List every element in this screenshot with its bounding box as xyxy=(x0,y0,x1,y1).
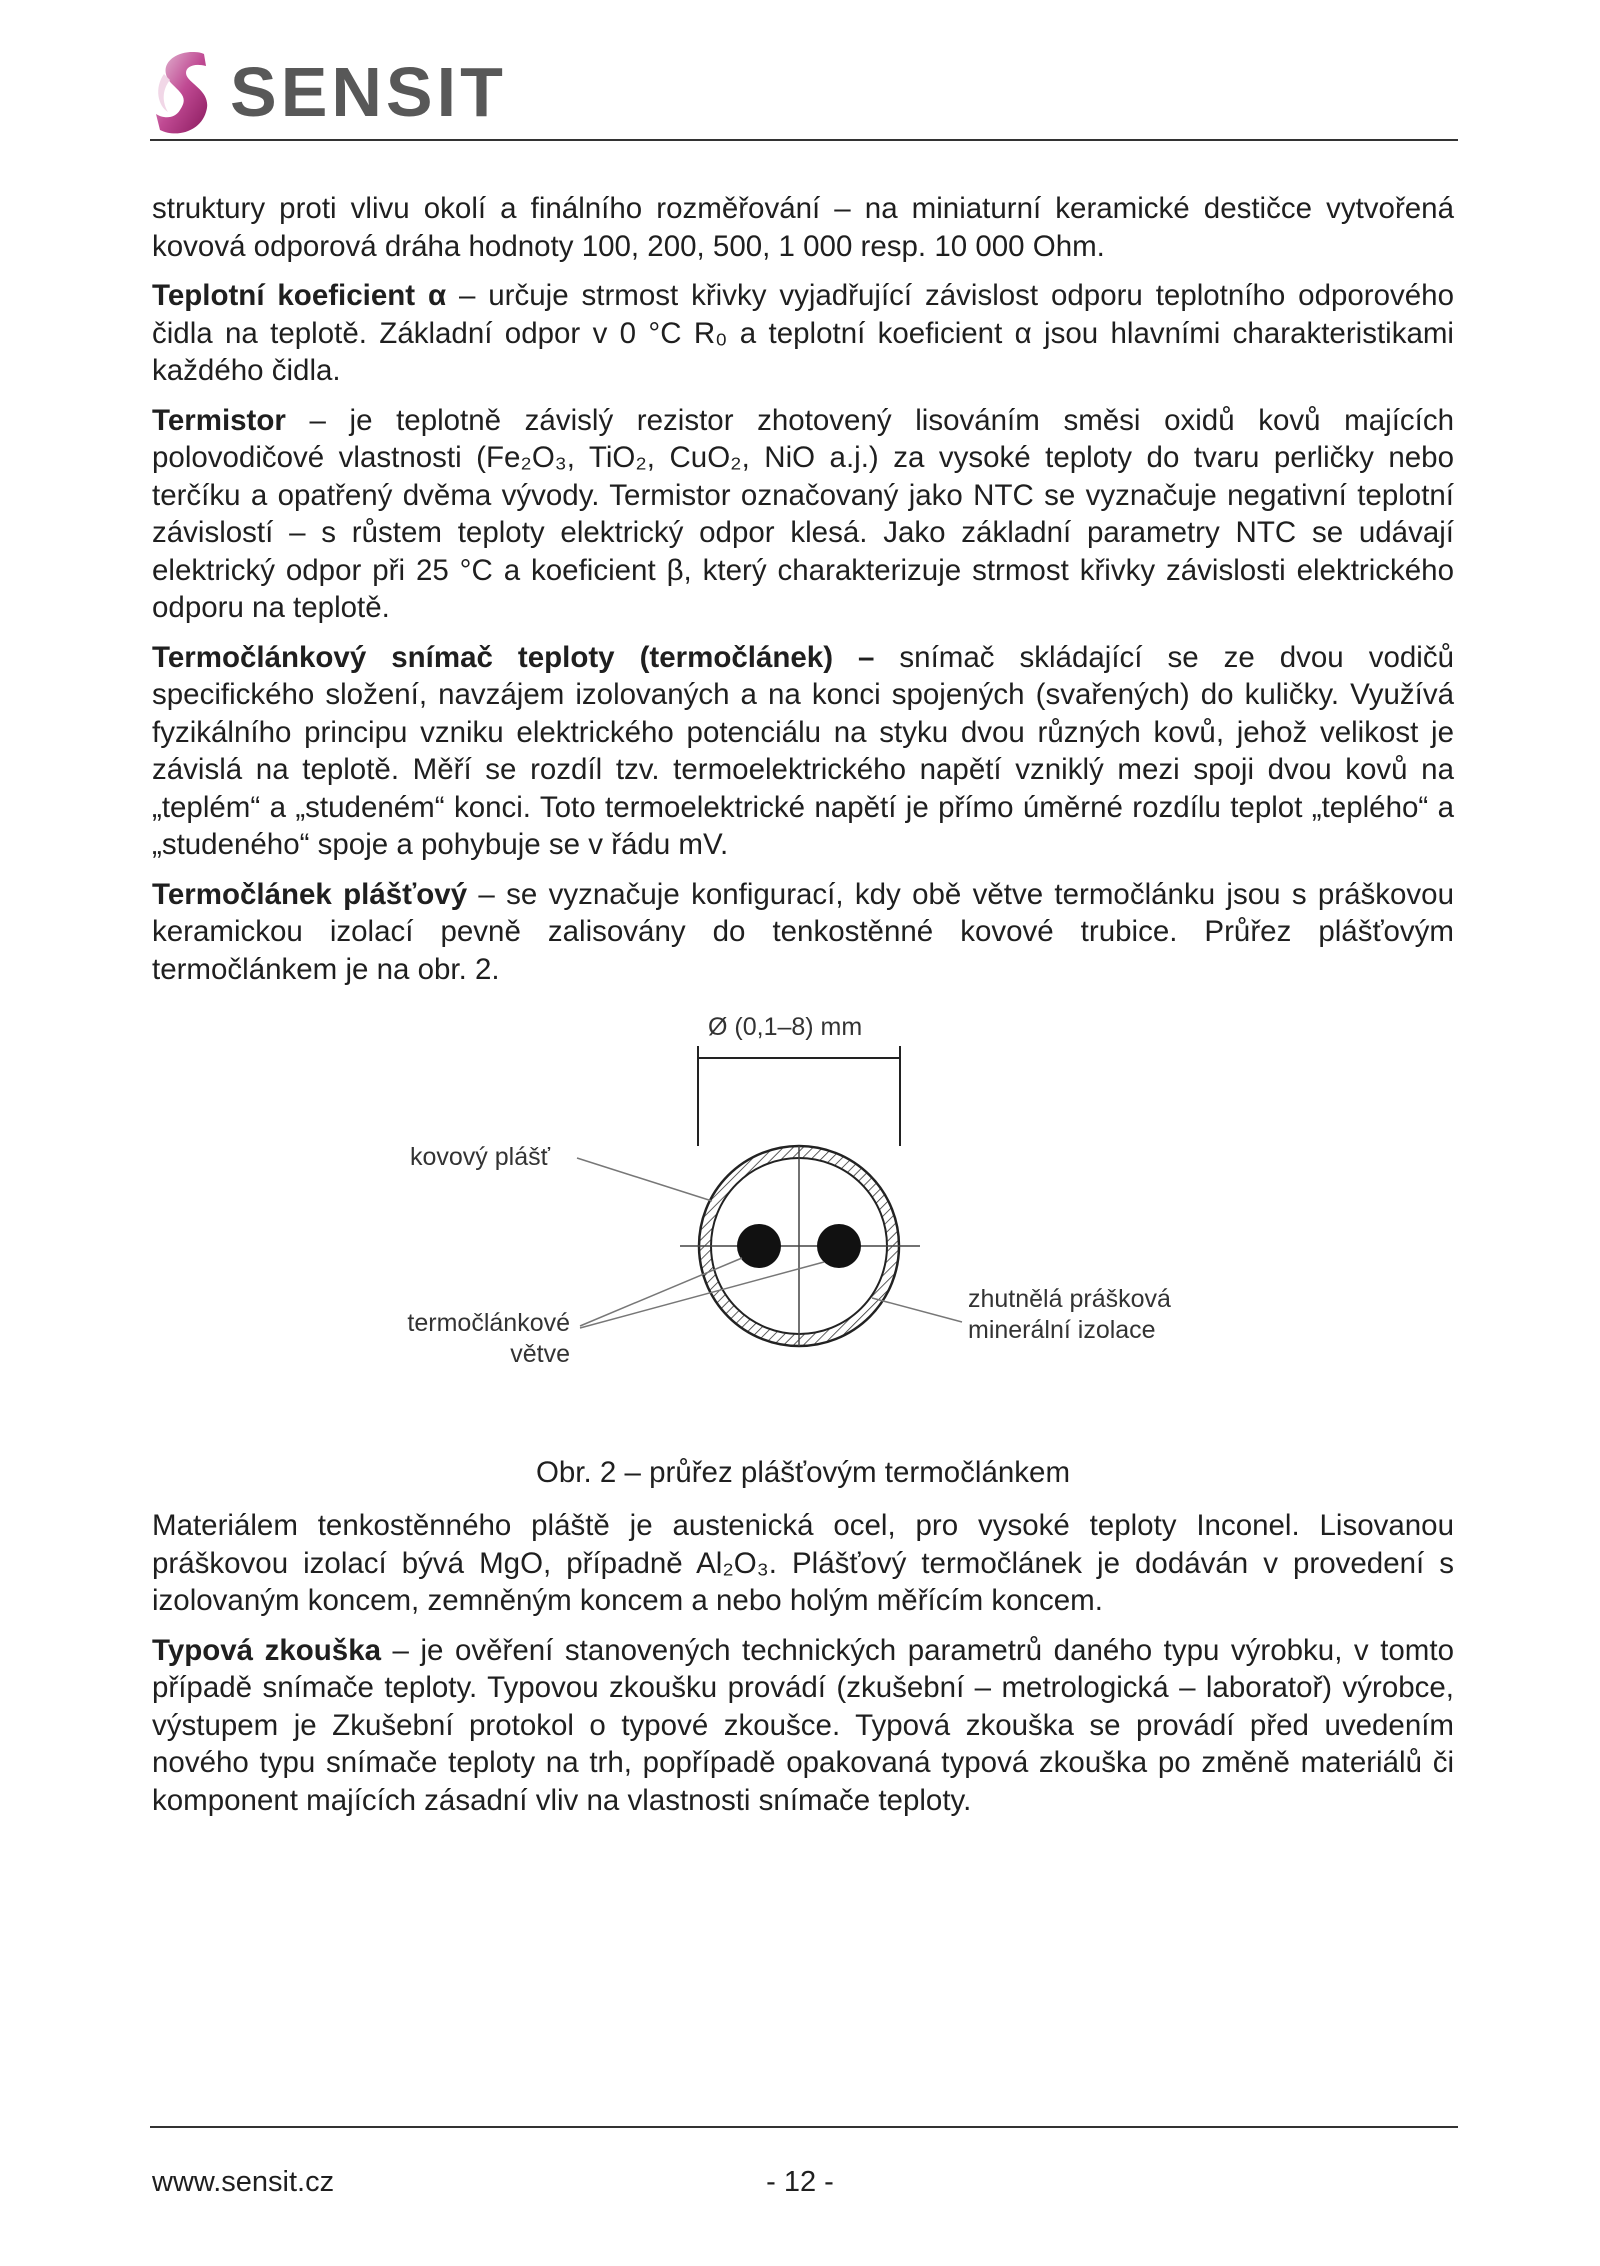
page-content xyxy=(152,190,1454,1831)
paragraph-text: snímač skládající se ze dvou vodičů specifického složení, navzájem izolovaných a na konci spojených (svařených) do kuličky. Využívá fyzikálního principu vzniku elektrického potenciálu na styku dvou různých kovů, jehož velikost je závislá na teplotě. Měří se rozdíl tzv. termoelektrického napětí vzniklý mezi spoji dvou kovů na „teplém“ a „studeném“ konci. Toto termoelektrické napětí je přímo úměrné rozdílu teplot „teplého“ a „studeného“ spoje a pohybuje se v řádu mV. xyxy=(152,640,1454,861)
sensit-logo-icon xyxy=(150,48,220,136)
paragraph-text: – je teplotně závislý rezistor zhotovený lisováním směsi oxidů kovů majících polovodičové vlastnosti (Fe₂O₃, TiO₂, CuO₂, NiO a.j.) za vysoké teploty do tvaru perličky nebo terčíku a opatřený dvěma vývody. Termistor označovaný jako NTC se vyznačuje negativní teplotní závislostí – s růstem teploty elektrický odpor klesá. Jako základní parametry NTC se udávají elektrický odpor při 25 °C a koeficient β, který charakterizuje strmost křivky závislosti elektrického odporu na teplotě. xyxy=(152,403,1454,624)
paragraph-material xyxy=(152,1507,1454,1620)
page-number: - 12 - xyxy=(766,2166,834,2198)
figure-caption: Obr. 2 – průřez plášťovým termočlánkem xyxy=(535,1456,1071,1489)
paragraph-text: – je ověření stanovených technických parametrů daného typu výrobku, v tomto případě snímače teploty. Typovou zkoušku provádí (zkušební – metrologická – laboratoř) výrobce, výstupem je Zkušební protokol o typové zkoušce. Typová zkouška se provádí před uvedením nového typu snímače teploty na trh, popřípadě opakovaná typová zkouška po změně materiálů či komponent majících zásadní vliv na vlastnosti snímače teploty. xyxy=(152,1633,1454,1817)
term: Termistor xyxy=(152,403,286,437)
term: Termočlánkový snímač teploty (termočlánek) – xyxy=(152,640,875,674)
term: Termočlánek plášťový xyxy=(152,877,468,911)
paragraph-teplotni-koeficient xyxy=(152,277,1454,390)
leader-sheath xyxy=(577,1158,712,1201)
term: Teplotní koeficient α xyxy=(152,279,447,312)
label-line: zhutnělá prášková xyxy=(968,1285,1171,1313)
label-line: termočlánkové xyxy=(407,1309,570,1337)
paragraph-termoclankovy-snimac xyxy=(152,639,1454,864)
brand-name: SENSIT xyxy=(230,53,507,131)
wire-left xyxy=(737,1224,781,1268)
label-kovovy-plast: kovový plášť xyxy=(410,1143,550,1171)
label-izolace xyxy=(968,1284,1171,1346)
term: Typová zkouška xyxy=(152,1633,382,1667)
label-line: minerální izolace xyxy=(968,1316,1156,1344)
page-header xyxy=(150,48,1458,140)
paragraph-termistor xyxy=(152,402,1454,627)
dimension-label: Ø (0,1–8) mm xyxy=(708,1013,863,1041)
paragraph-text: struktury proti vlivu okolí a finálního rozměřování – na miniaturní keramické destičce vytvořená kovová odporová dráha hodnoty 100, 200, 500, 1 000 resp. 10 000 Ohm. xyxy=(152,192,1454,263)
paragraph-termoclanek-plastovy xyxy=(152,876,1454,989)
figure-cross-section xyxy=(152,1006,1454,1446)
footer-rule xyxy=(150,2126,1458,2128)
leader-insulation xyxy=(872,1298,962,1322)
cross-section-diagram xyxy=(152,1006,1454,1446)
label-line: větve xyxy=(510,1340,570,1368)
header-rule xyxy=(150,139,1458,141)
paragraph-text: – se vyznačuje konfigurací, kdy obě větve termočlánku jsou s práškovou keramickou izolací pevně zalisovány do tenkostěnné kovové trubice. Průřez plášťovým termočlánkem je na obr. 2. xyxy=(152,877,1454,986)
footer-url: www.sensit.cz xyxy=(152,2166,335,2198)
paragraph-typova-zkouska xyxy=(152,1632,1454,1820)
paragraph xyxy=(152,190,1454,265)
paragraph-text: Materiálem tenkostěnného pláště je austenická ocel, pro vysoké teploty Inconel. Lisovanou práškovou izolací bývá MgO, případně Al₂O₃. Plášťový termočlánek je dodáván v provedení s izolovaným koncem, zemněným koncem a nebo holým měřícím koncem. xyxy=(152,1509,1454,1617)
label-termoclankove-vetve xyxy=(378,1308,570,1370)
paragraph-text: – určuje strmost křivky vyjadřující závislost odporu teplotního odporového čidla na teplotě. Základní odpor v 0 °C R₀ a teplotní koeficient α jsou hlavními charakteristikami každého čidla. xyxy=(152,279,1454,387)
